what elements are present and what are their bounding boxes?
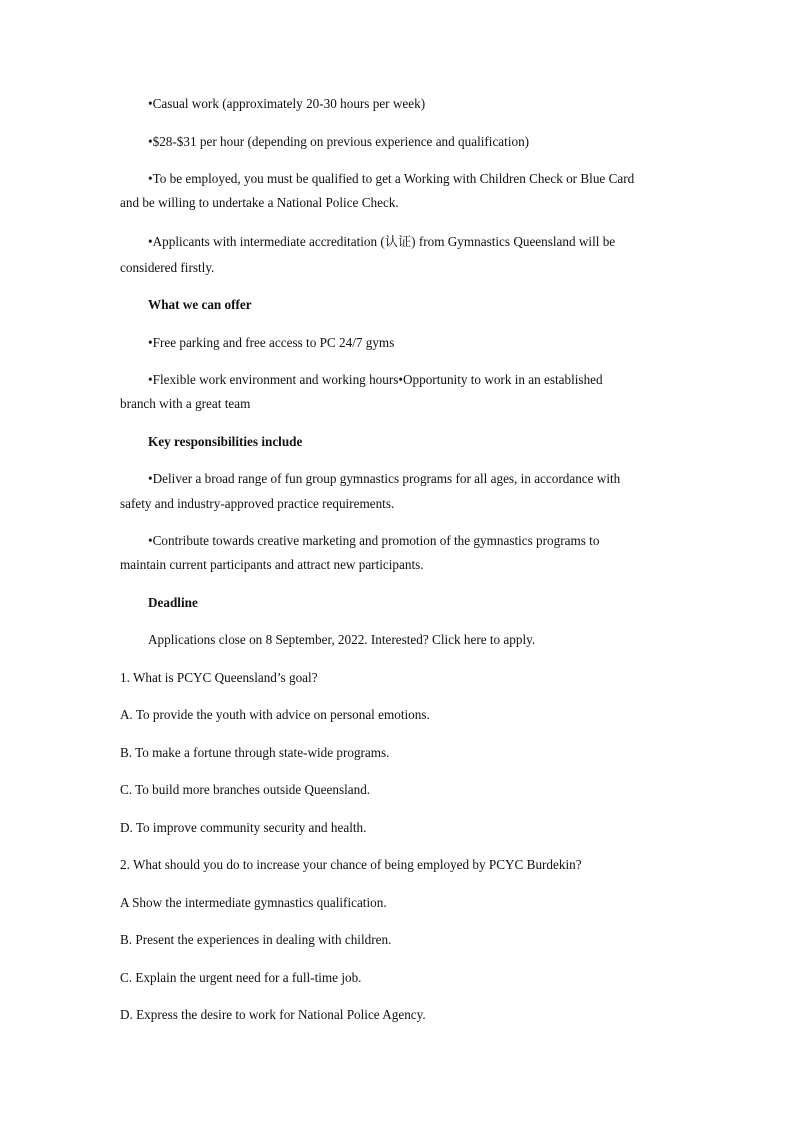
deadline-heading: Deadline <box>148 595 198 610</box>
offer-item-flexible-line-1: •Flexible work environment and working hours•Opportunity to work in an established <box>148 372 603 387</box>
offer-item-flexible-line-2: branch with a great team <box>120 396 251 411</box>
requirement-check-line-2: and be willing to undertake a National Police Check. <box>120 195 399 210</box>
question-1-option-c: C. To build more branches outside Queensland. <box>120 782 371 797</box>
question-1-stem: 1. What is PCYC Queensland’s goal? <box>120 670 318 685</box>
question-1-option-b: B. To make a fortune through state-wide programs. <box>120 745 390 760</box>
question-2-option-a: A Show the intermediate gymnastics qualification. <box>120 895 387 910</box>
question-2-option-d: D. Express the desire to work for National Police Agency. <box>120 1007 426 1022</box>
question-1-option-d: D. To improve community security and health. <box>120 820 367 835</box>
responsibility-deliver-line-2: safety and industry-approved practice requirements. <box>120 496 395 511</box>
question-1-option-a: A. To provide the youth with advice on personal emotions. <box>120 707 430 722</box>
question-2-stem: 2. What should you do to increase your chance of being employed by PCYC Burdekin? <box>120 857 582 872</box>
requirement-accreditation-line-2: considered firstly. <box>120 260 215 275</box>
requirement-check-line-1: •To be employed, you must be qualified to get a Working with Children Check or Blue Card <box>148 171 635 186</box>
offer-heading: What we can offer <box>148 297 252 312</box>
question-2-option-c: C. Explain the urgent need for a full-time job. <box>120 970 362 985</box>
responsibility-marketing-line-2: maintain current participants and attract new participants. <box>120 557 424 572</box>
offer-item-parking: •Free parking and free access to PC 24/7 gyms <box>148 335 395 350</box>
requirement-pay-rate: •$28-$31 per hour (depending on previous experience and qualification) <box>148 134 530 149</box>
deadline-text: Applications close on 8 September, 2022. Interested? Click here to apply. <box>148 632 536 647</box>
responsibility-marketing-line-1: •Contribute towards creative marketing and promotion of the gymnastics programs to <box>148 533 600 548</box>
requirement-casual-work: •Casual work (approximately 20-30 hours per week) <box>148 96 426 111</box>
responsibilities-heading: Key responsibilities include <box>148 434 303 449</box>
requirement-accreditation-line-1: •Applicants with intermediate accreditation (认证) from Gymnastics Queensland will be <box>148 234 616 249</box>
responsibility-deliver-line-1: •Deliver a broad range of fun group gymnastics programs for all ages, in accordance with <box>148 471 621 486</box>
question-2-option-b: B. Present the experiences in dealing with children. <box>120 932 392 947</box>
